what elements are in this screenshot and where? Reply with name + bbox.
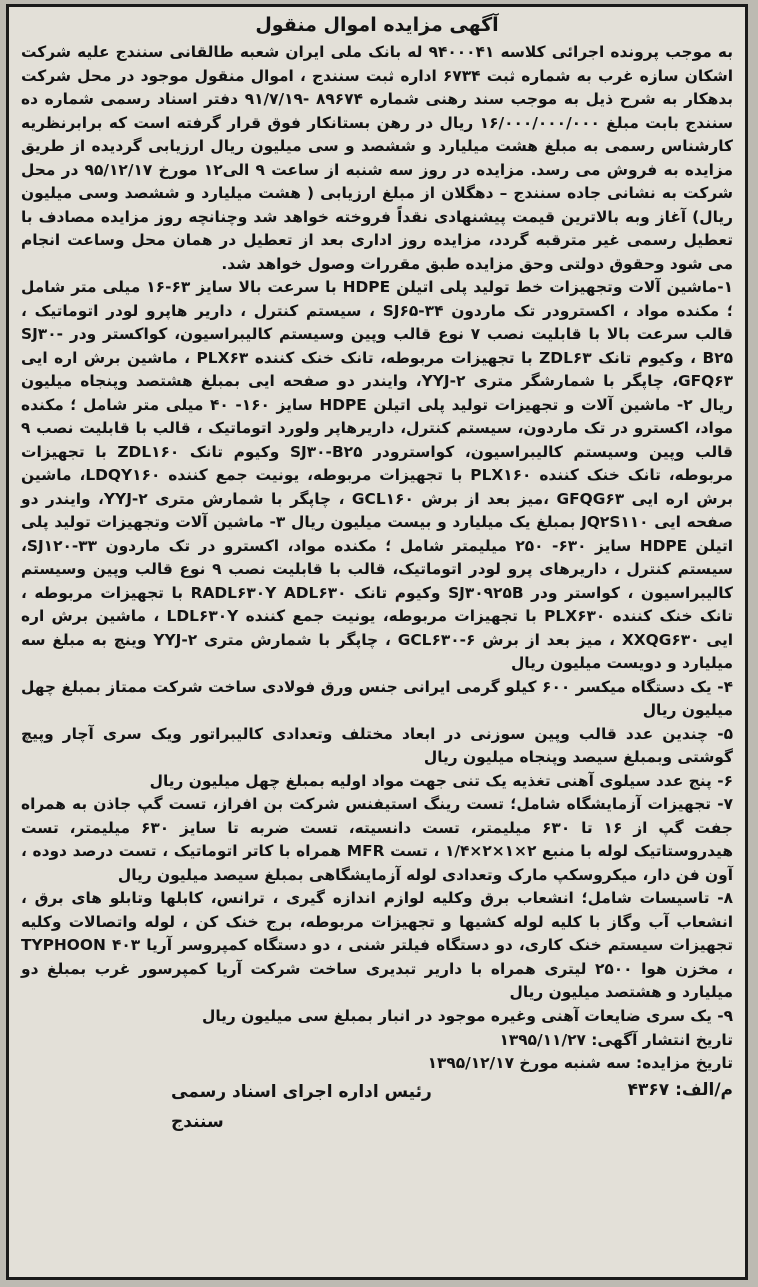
signature-org: رئیس اداره اجرای اسناد رسمی <box>171 1082 432 1102</box>
reference-number: م/الف: ۴۳۶۷ <box>627 1080 733 1100</box>
notice-dates <box>21 1029 733 1075</box>
auction-date: تاریخ مزایده: سه شنبه مورخ ۱۳۹۵/۱۲/۱۷ <box>427 1054 733 1072</box>
notice-footer <box>21 1077 733 1137</box>
publish-date: تاریخ انتشار آگهی: ۱۳۹۵/۱۱/۲۷ <box>499 1031 733 1049</box>
list-item: ۸- تاسیسات شامل؛ انشعاب برق وکلیه لوازم اندازه گیری ، ترانس، کابلها وتابلو های برق ، انشعاب آب وگاز با کلیه لوله کشیها و تجهیزات مربوطه، برج خنک کن ، لوله واتصالات وکلیه تجهیزات سیستم خنک کاری، دو دستگاه فیلتر شنی ، دو دستگاه کمپروسر آریا TYPHOON ۴۰۳ ، مخزن هوا ۲۵۰۰ لیتری همراه با داریر تبدیری ساخت شرکت آریا کمپرسور غرب بمبلغ دو میلیارد و هشتصد میلیون ریال <box>21 889 734 1001</box>
list-item: ۱-ماشین آلات وتجهیزات خط تولید پلی اتیلن HDPE با سرعت بالا سایز ۶۳-۱۶ میلی متر شامل ؛ مکنده مواد ، اکسترودر تک ماردون SJ۶۵-۳۴ ، سیستم کنترل ، داریر هاپرو لودر اتوماتیک ، قالب سرعت بالا با قابلیت نصب ۷ نوع قالب وپین وسیستم کالیبراسیون، کواکستر ودر SJ۳۰-B۲۵ ، وکیوم تانک ZDL۶۳ با تجهیزات مربوطه، تانک خنک کننده PLX۶۳ ، ماشین برش اره ایی GFQ۶۳، چاپگر با شمارشگر متری YYJ-۲، وایندر دو صفحه ایی بمبلغ هشتصد وپنجاه میلیون ریال ۲- ماشین آلات و تجهیزات تولید پلی اتیلن HDPE سایز ۱۶۰- ۴۰ میلی متر شامل ؛ مکنده مواد، اکسترو در تک ماردون، سیستم کنترل، داریرهاپر ولورد اتوماتیک ، قالب با قابلیت نصب ۹ قالب وپین وسیستم کالیبراسیون، کواسترودر SJ۳۰-B۲۵ وکیوم تانک ZDL۱۶۰ با تجهیزات مربوطه، تانک خنک کننده PLX۱۶۰ با تجهیزات مربوطه، یونیت جمع کننده LDQY۱۶۰، ماشین برش اره ایی GFQG۶۳ ،میز بعد از برش GCL۱۶۰ ، چاپگر با شمارش متری YYJ-۲، وایندر دو صفحه ایی JQ۲S۱۱۰ بمبلغ یک میلیارد و بیست میلیون ریال ۳- ماشین آلات وتجهیزات تولید پلی اتیلن HDPE سایز ۶۳۰- ۲۵۰ میلیمتر شامل ؛ مکنده مواد، اکسترو در تک ماردون SJ۱۲۰-۳۳، سیستم کنترل ، داریرهای پرو لودر اتوماتیک، قالب با قابلیت نصب ۹ نوع قالب وپین وسیستم کالیبراسیون ، کواستر ودر SJ۳۰۹۲۵B وکیوم تانک RADL۶۳۰Y ADL۶۳۰ با تجهیزات مربوطه ، تانک خنک کننده PLX۶۳۰ با تجهیزات مربوطه، یونیت جمع کننده LDL۶۳۰Y ، ماشین برش اره ایی XXQG۶۳۰ ، میز بعد از برش GCL۶۳۰-۶ ، چاپگر با شمارش متری YYJ-۲ وینچ به مبلغ سه میلیارد و دویست میلیون ریال <box>21 278 734 672</box>
notice-intro: به موجب پرونده اجرائی کلاسه ۹۴۰۰۰۴۱ له بانک ملی ایران شعبه طالقانی سنندج علیه شرکت اشکان سازه غرب به شماره ثبت ۶۷۳۴ اداره ثبت سنندج ، اموال منقول موجود در محل شرکت بدهکار به شرح ذیل به موجب سند رهنی شماره ۸۹۶۷۴ -۹۱/۷/۱۹ دفتر اسناد رسمی شماره ده سنندج بابت مبلغ ۱۶/۰۰۰/۰۰۰/۰۰۰ ریال در رهن بستانکار فوق قرار گرفته است که برابرنظریه کارشناس رسمی به مبلغ هشت میلیارد و ششصد و سی میلیون ریال ارزیابی گردیده از طریق مزایده به فروش می رسد. مزایده در روز سه شنبه از ساعت ۹ الی۱۲ مورخ ۹۵/۱۲/۱۷ در محل شرکت به نشانی جاده سنندج – دهگلان از مبلغ ارزیابی ( هشت میلیارد و ششصد وسی میلیون ریال) آغاز وبه بالاترین قیمت پیشنهادی نقداً فروخته خواهد شد وچنانچه روز مزایده مصادف با تعطیل رسمی غیر مترقبه گردد، مزایده روز اداری بعد از تعطیل در همان محل وساعت انجام می شود وحقوق دولتی وحق مزایده طبق مقررات وصول خواهد شد. <box>21 43 734 273</box>
signature-city: سنندج <box>171 1112 224 1132</box>
signature-block <box>21 1077 432 1137</box>
list-item: ۶- پنج عدد سیلوی آهنی تغذیه یک تنی جهت مواد اولیه بمبلغ چهل میلیون ریال <box>149 771 733 790</box>
notice-title: آگهی مزایده اموال منقول <box>255 14 499 36</box>
list-item: ۴- یک دستگاه میکسر ۶۰۰ کیلو گرمی ایرانی جنس ورق فولادی ساخت شرکت ممتاز بمبلغ چهل میلیون ریال <box>21 677 733 719</box>
item-list <box>21 276 733 1028</box>
list-item: ۵- چندین عدد قالب وپین سوزنی در ابعاد مختلف وتعدادی کالیبراتور ویک سری آچار وپیچ گوشتی وبمبلغ سیصد وپنجاه میلیون ریال <box>21 724 733 766</box>
list-item: ۹- یک سری ضایعات آهنی وغیره موجود در انبار بمبلغ سی میلیون ریال <box>202 1006 733 1025</box>
auction-notice <box>6 4 748 1280</box>
list-item: ۷- تجهیزات آزمایشگاه شامل؛ تست رینگ استیفنس شرکت بن افراز، تست گپ جاذن به همراه جفت گپ از ۱۶ تا ۶۳۰ میلیمتر، تست دانسیته، تست ضربه تا سایز ۶۳۰ میلیمتر، تست هیدروستاتیک لوله با منبع ۲×۱×۲×۱/۴ ، تست MFR همراه با کاتر اتوماتیک ، تست درصد دوده ، آون فن دار، میکروسکپ مارک وتعدادی لوله آزمایشگاهی بمبلغ سیصد میلیون ریال <box>21 795 733 884</box>
